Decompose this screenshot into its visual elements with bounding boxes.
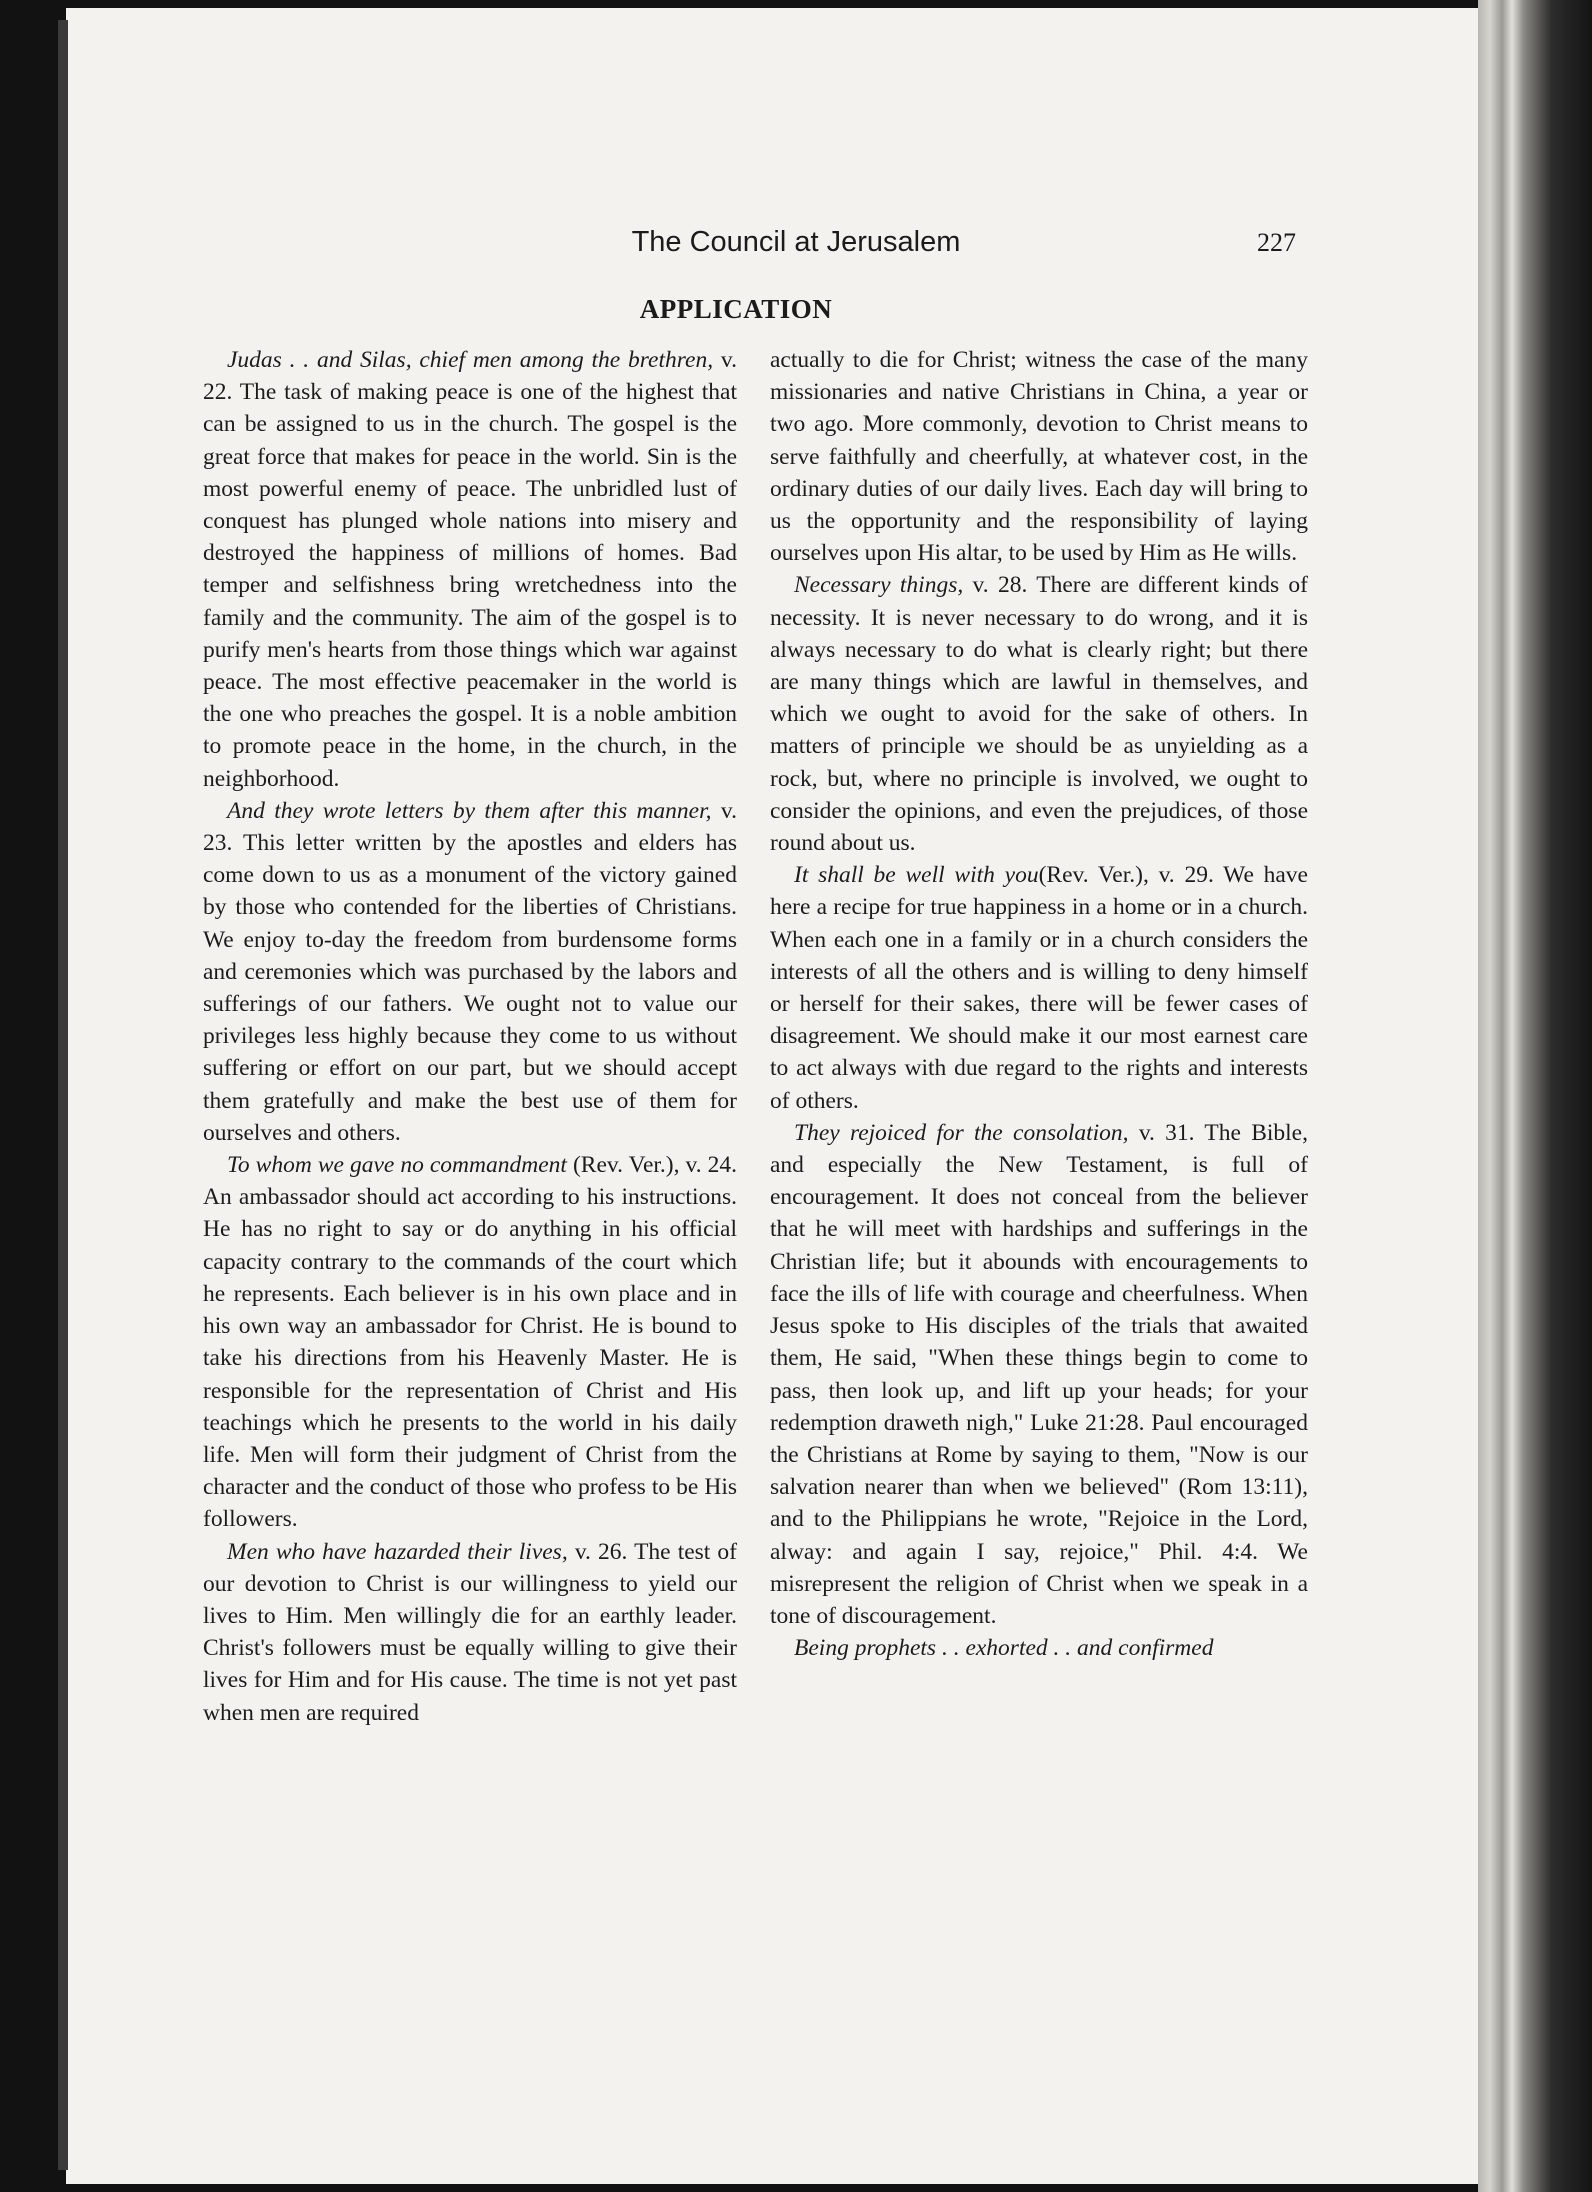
left-column — [203, 344, 737, 1729]
paragraph — [770, 859, 1308, 1117]
paragraph — [203, 1536, 737, 1729]
paragraph-text: (Rev. Ver.), v. 29. We have here a recipe for true happiness in a home or in a church. When each one in a family or in a church considers the interests of all the others and is willing to deny himself or herself for their sakes, there will be fewer cases of disagreement. We should make it our most earnest care to act always with due regard to the rights and interests of others. — [770, 862, 1308, 1114]
paragraph-lead: It shall be well with you — [794, 862, 1039, 889]
paragraph-text: v. 31. The Bible, and especially the New Testament, is full of encouragement. It does not conceal from the believer that he will meet with hardships and sufferings in the Christian life; but it abounds with encouragements to face the ills of life with courage and cheerfulness. When Jesus spoke to His disciples of the trials that awaited them, He said, "When these things begin to come to pass, then look up, and lift up your heads; for your redemption draweth nigh," Luke 21:28. Paul encouraged the Christians at Rome by saying to them, "Now is our salvation nearer than when we believed" (Rom 13:11), and to the Philippians he wrote, "Rejoice in the Lord, alway: and again I say, rejoice," Phil. 4:4. We misrepresent the religion of Christ when we speak in a tone of discouragement. — [770, 1119, 1308, 1629]
right-column — [770, 344, 1308, 1664]
paragraph-lead: Being prophets . . exhorted . . and confirmed — [794, 1635, 1214, 1662]
paragraph-text: (Rev. Ver.), v. 24. An ambassador should act according to his instructions. He has no right to say or do anything in his official capacity contrary to the commands of the court which he represents. Each believer is in his own place and in his own way an ambassador for Christ. He is bound to take his directions from his Heavenly Master. He is responsible for the representation of Christ and His teachings which he presents to the world in his daily life. Men will form their judgment of Christ from the character and the conduct of those who profess to be His followers. — [203, 1152, 738, 1533]
paragraph-text: v. 23. This letter written by the apostles and elders has come down to us as a monument of the victory gained by those who contended for the liberties of Christians. We enjoy to-day the freedom from burdensome forms and ceremonies which was purchased by the labors and sufferings of our fathers. We ought not to value our privileges less highly because they come to us without suffering or effort on our part, but we should accept them gratefully and make the best use of them for ourselves and others. — [203, 797, 737, 1146]
paragraph-lead: Men who have hazarded their lives, — [227, 1538, 568, 1565]
paragraph-text: v. 26. The test of our devotion to Christ is our willingness to yield our lives to Him. Men willingly die for an earthly leader. Christ's followers must be equally willing to give their lives for Him and for His cause. The time is not yet past when men are required — [203, 1538, 738, 1726]
paragraph-lead: And they wrote letters by them after this manner, — [227, 797, 712, 824]
paragraph-text: v. 28. There are different kinds of necessity. It is never necessary to do wrong, and it is always necessary to do what is clearly right; but there are many things which are lawful in themselves, and which we ought to avoid for the sake of others. In matters of principle we should be as unyielding as a rock, but, where no principle is involved, we ought to consider the opinions, and even the prejudices, of those round about us. — [770, 572, 1308, 857]
paragraph — [770, 1117, 1308, 1632]
paragraph — [203, 1149, 737, 1535]
paragraph-lead: They rejoiced for the consolation, — [794, 1119, 1129, 1146]
running-title: The Council at Jerusalem — [631, 226, 961, 258]
paragraph — [203, 344, 737, 795]
paragraph — [203, 795, 737, 1149]
paragraph-text: actually to die for Christ; witness the case of the many missionaries and native Christians in China, a year or two ago. More commonly, devotion to Christ means to serve faithfully and cheerfully, at whatever cost, in the ordinary duties of our daily lives. Each day will bring to us the opportunity and the responsibility of laying ourselves upon His altar, to be used by Him as He wills. — [770, 347, 1308, 567]
page-left-edge — [58, 20, 68, 2170]
running-header — [66, 222, 1478, 272]
paragraph-lead: To whom we gave no commandment — [227, 1152, 567, 1179]
paragraph — [770, 1632, 1308, 1664]
book-page-stack — [1478, 0, 1592, 2192]
paragraph-lead: Judas . . and Silas, chief men among the brethren, — [227, 347, 714, 373]
section-heading: APPLICATION — [639, 294, 833, 324]
paragraph-continued — [770, 344, 1308, 569]
paragraph-lead: Necessary things, — [794, 572, 964, 599]
paragraph-text: v. 22. The task of making peace is one of the highest that can be assigned to us in the church. The gospel is the great force that makes for peace in the world. Sin is the most powerful enemy of peace. The unbridled lust of conquest has plunged whole nations into misery and destroyed the happiness of millions of homes. Bad temper and selfishness bring wretchedness into the family and the community. The aim of the gospel is to purify men's hearts from those things which war against peace. The most effective peacemaker in the world is the one who preaches the gospel. It is a noble ambition to promote peace in the home, in the church, in the neighborhood. — [203, 347, 738, 792]
paragraph — [770, 569, 1308, 859]
page-number: 227 — [1257, 228, 1296, 257]
